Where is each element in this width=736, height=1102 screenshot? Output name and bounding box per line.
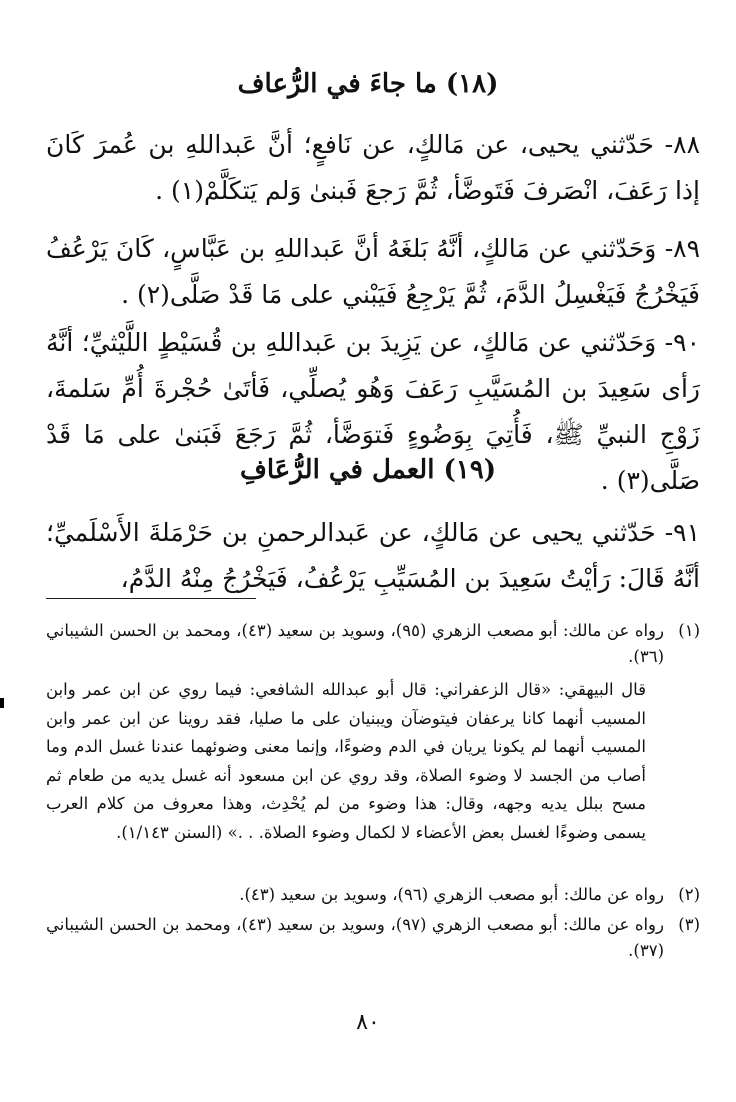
footnote-2-text: رواه عن مالك: أبو مصعب الزهري (٩٦)، وسويد بن سعيد (٤٣).: [239, 885, 664, 904]
chapter-19-heading: (١٩) العمل في الرُّعَافِ: [239, 455, 497, 485]
footnote-3: [46, 912, 700, 964]
footnote-2-mark: (٢): [678, 885, 700, 904]
footnote-separator: [46, 598, 256, 599]
footnote-3-mark: (٣): [678, 915, 700, 934]
footnote-1: [46, 618, 700, 670]
hadith-91: ٩١- حَدّثني يحيى عن مَالكٍ، عن عَبدالرحمنِ بن حَرْمَلةَ الأَسْلَميِّ؛ أنَّهُ قَالَ: رَأيْتُ سَعِيدَ بن المُسَيِّبِ يَرْعُفُ، فَيَخْرُجُ مِنْهُ الدَّمُ،: [46, 518, 700, 593]
footnote-3-text: رواه عن مالك: أبو مصعب الزهري (٩٧)، وسويد بن سعيد (٤٣)، ومحمد بن الحسن الشيباني (٣٧).: [46, 915, 664, 960]
page-number: ٨٠: [356, 1010, 380, 1035]
chapter-18-heading: (١٨) ما جاءَ في الرُّعاف: [237, 69, 499, 99]
footnote-1-quote: قال البيهقي: «قال الزعفراني: قال أبو عبدالله الشافعي: فيما روي عن ابن عمر وابن المسيب أنهما كانا يرعفان فيتوضآن ويبنيان على ما صليا، فقد روينا عن ابن عمر وابن المسيب أنهما لم يكونا يريان في الدم وضوءًا، وإنما معنى وضوئهما عندنا غسل الدم وما أصاب من الجسد لا وضوء الصلاة، وقد روي عن ابن مسعود أنه غسل يديه من طعام ثم مسح ببلل يديه وجهه، وقال: هذا وضوء من لم يُحْدِث، وهذا معروف من كلام العرب يسمى وضوءًا لغسل بعض الأعضاء لا لكمال وضوء الصلاة. . .» (السنن ١/١٤٣).: [46, 680, 646, 842]
hadith-90: ٩٠- وَحَدّثني عن مَالكٍ، عن يَزِيدَ بن عَبداللهِ بن قُسَيْطٍ اللَّيْثيِّ؛ أنَّهُ رَأى سَعِيدَ بن المُسَيَّبِ رَعَفَ وَهُو يُصلِّي، فَأتَىٰ حُجْرةَ أُمِّ سَلمةَ، زَوْجِ النبيِّ ﷺ، فَأُتِيَ بِوَضُوءٍ فَتوَضَّأ، ثُمَّ رَجَعَ فَبَنىٰ على مَا قَدْ صَلَّى(٣) .: [46, 328, 700, 495]
footnote-1-mark: (١): [678, 621, 700, 640]
footnote-1-text: رواه عن مالك: أبو مصعب الزهري (٩٥)، وسويد بن سعيد (٤٣)، ومحمد بن الحسن الشيباني (٣٦).: [46, 621, 664, 666]
footnote-2: [46, 882, 700, 908]
margin-mark: [0, 698, 4, 708]
hadith-89: ٨٩- وَحَدّثني عن مَالكٍ، أنَّهُ بَلغَهُ أنَّ عَبداللهِ بن عَبَّاسٍ، كَانَ يَرْعُفُ فَيَخْرُجُ فَيَغْسِلُ الدَّمَ، ثُمَّ يَرْجِعُ فَيَبْني على مَا قَدْ صَلَّى(٢) .: [46, 234, 700, 309]
hadith-88: ٨٨- حَدّثني يحيى، عن مَالكٍ، عن نَافعٍ؛ أنَّ عَبداللهِ بن عُمرَ كَانَ إذا رَعَفَ، انْصَرفَ فَتَوضَّأ، ثُمَّ رَجعَ فَبنىٰ وَلم يَتكَلَّمْ(١) .: [46, 130, 700, 205]
